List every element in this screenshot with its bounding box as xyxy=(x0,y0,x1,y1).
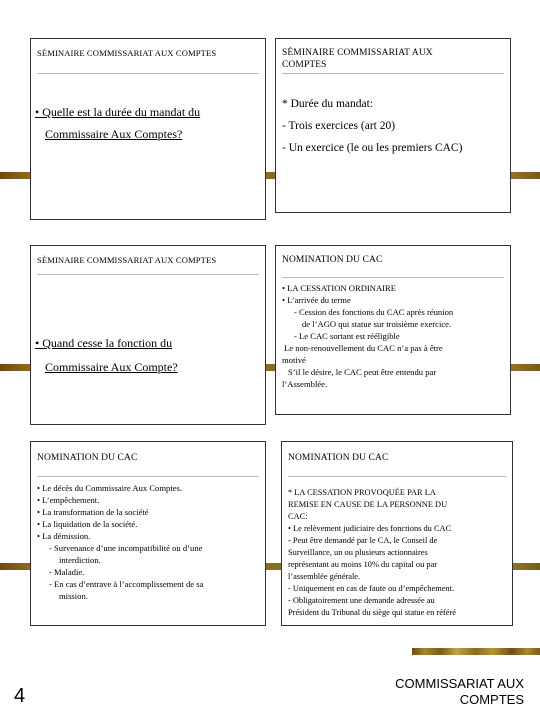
list-item: - Un exercice (le ou les premiers CAC) xyxy=(282,142,463,154)
body-line: mission. xyxy=(59,591,88,601)
body-line: Président du Tribunal du siège qui statue en référé xyxy=(288,608,456,617)
body-line: de l’AGO qui statue sur troisième exercice. xyxy=(302,319,452,329)
slide-4 xyxy=(275,245,511,415)
body-line: interdiction. xyxy=(59,555,101,565)
footer-title: COMMISSARIAT AUX COMPTES xyxy=(395,676,524,707)
body-line: • La transformation de la société xyxy=(37,507,149,517)
body-line: Le non-renouvellement du CAC n’a pas à être xyxy=(284,343,443,353)
slide-body xyxy=(282,282,504,390)
body-line: • La démission. xyxy=(37,531,91,541)
slide-title: NOMINATION DU CAC xyxy=(282,255,383,265)
slide-title: NOMINATION DU CAC xyxy=(37,453,138,463)
body-line: l’assemblée générale. xyxy=(288,572,361,581)
slide-body xyxy=(37,482,259,602)
body-line: - Le CAC sortant est rééligible xyxy=(294,331,400,341)
slide-title: SÉMINAIRE COMMISSARIAT AUX COMPTES xyxy=(282,48,433,70)
slide-6 xyxy=(281,441,513,626)
body-line: - Peut être demandé par le CA, le Conseil de xyxy=(288,536,438,545)
question-line: • Quelle est la durée du mandat du xyxy=(35,105,201,119)
body-line: Surveillance, un ou plusieurs actionnaires xyxy=(288,548,428,557)
decorative-band xyxy=(412,648,540,655)
body-line: - Maladie. xyxy=(49,567,85,577)
body-line: motivé xyxy=(282,355,306,365)
body-line: • LA CESSATION ORDINAIRE xyxy=(282,283,397,293)
body-line: - Obligatoirement une demande adressée au xyxy=(288,596,435,605)
question-line: Commissaire Aux Compte? xyxy=(45,360,178,374)
body-line: • La liquidation de la société. xyxy=(37,519,138,529)
title-divider xyxy=(37,73,259,74)
question-line: Commissaire Aux Comptes? xyxy=(45,127,183,141)
body-line: • Le décès du Commissaire Aux Comptes. xyxy=(37,483,183,493)
body-line: S’il le désire, le CAC peut être entendu par xyxy=(288,367,437,377)
slide-heading: * Durée du mandat: xyxy=(282,98,374,110)
slide-1 xyxy=(30,38,266,220)
slide-body xyxy=(288,487,506,619)
body-line: REMISE EN CAUSE DE LA PERSONNE DU xyxy=(288,500,448,509)
list-item: - Trois exercices (art 20) xyxy=(282,120,396,132)
body-line: - Cession des fonctions du CAC après réunion xyxy=(294,307,454,317)
slide-title: SÉMINAIRE COMMISSARIAT AUX COMPTES xyxy=(37,255,217,265)
title-divider xyxy=(37,274,259,275)
title-divider xyxy=(282,277,504,278)
body-line: * LA CESSATION PROVOQUÉE PAR LA xyxy=(288,488,436,497)
body-line: l’Assemblée. xyxy=(282,379,328,389)
slide-title: SÉMINAIRE COMMISSARIAT AUX COMPTES xyxy=(37,48,217,58)
body-line: représentant au moins 10% du capital ou par xyxy=(288,560,438,569)
body-line: • Le relèvement judiciaire des fonctions du CAC xyxy=(288,524,452,533)
title-divider xyxy=(282,73,504,74)
title-divider xyxy=(288,476,506,477)
body-line: • L’arrivée du terme xyxy=(282,295,351,305)
body-line: • L’empêchement. xyxy=(37,495,100,505)
title-divider xyxy=(37,476,259,477)
question-line: • Quand cesse la fonction du xyxy=(35,336,173,350)
slide-3 xyxy=(30,245,266,425)
slide-5 xyxy=(30,441,266,626)
slide-2 xyxy=(275,38,511,213)
body-line: CAC: xyxy=(288,512,308,521)
body-line: - En cas d’entrave à l’accomplissement de sa xyxy=(49,579,204,589)
slide-title: NOMINATION DU CAC xyxy=(288,453,389,463)
body-line: - Survenance d’une incompatibilité ou d’une xyxy=(49,543,203,553)
page-number: 4 xyxy=(14,685,26,707)
body-line: - Uniquement en cas de faute ou d’empêchement. xyxy=(288,584,455,593)
